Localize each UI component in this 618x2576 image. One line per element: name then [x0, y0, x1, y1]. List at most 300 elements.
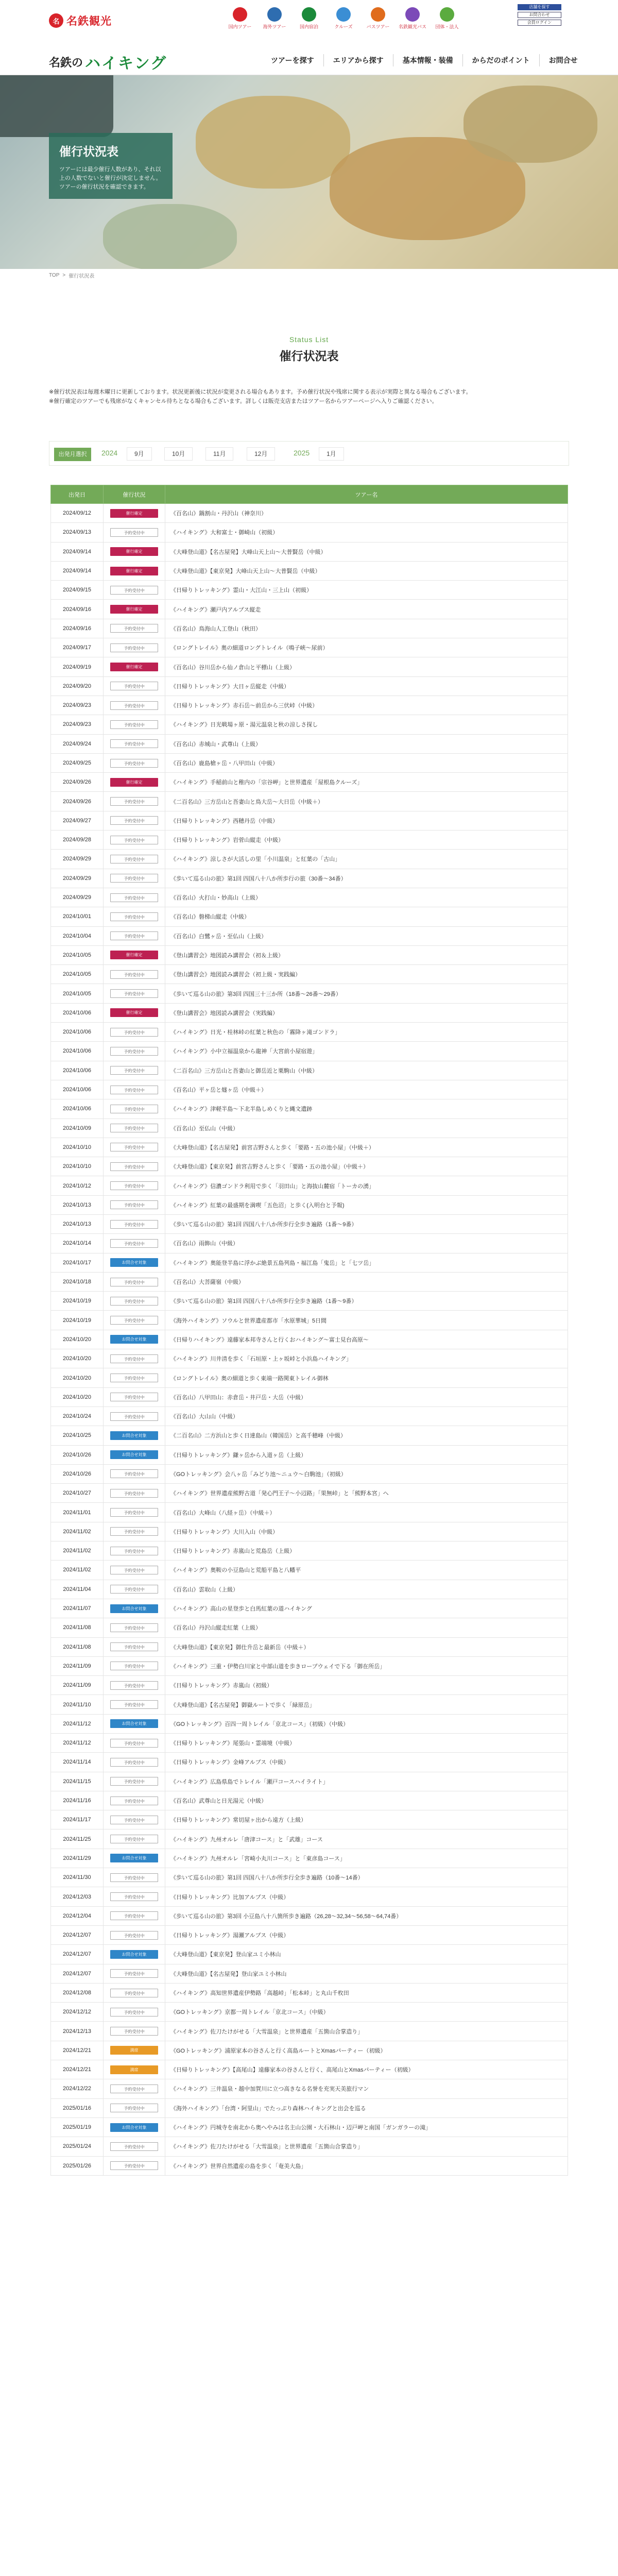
- table-row[interactable]: [51, 1829, 568, 1849]
- status-cell: [104, 1714, 165, 1733]
- tour-name-link[interactable]: 《ハイキング》日光・桂林峠の紅葉と秋色の「霧降ヶ滝ゴンドラ」: [165, 1023, 568, 1042]
- status-badge-accepting: 予約受付中: [110, 797, 158, 806]
- tour-name-link[interactable]: 《ハイキング》奥能登半島に浮かぶ絶景五島列島・福江島「鬼岳」と「七ツ岳」: [165, 1253, 568, 1272]
- table-row[interactable]: [51, 638, 568, 657]
- status-badge-accepting: 予約受付中: [110, 1489, 158, 1498]
- service-icon: [267, 7, 282, 22]
- table-row[interactable]: [51, 1214, 568, 1233]
- table-row[interactable]: [51, 1042, 568, 1061]
- table-row[interactable]: [51, 1964, 568, 1983]
- tour-name-link[interactable]: 《百名山》鳥海山人工登山（秋田）: [165, 619, 568, 638]
- tour-name-link[interactable]: 《日帰りトレッキング》岩菅山縦走（中級）: [165, 831, 568, 850]
- status-cell: [104, 926, 165, 945]
- tour-name-link[interactable]: 《百名山》白鷺ヶ岳・至仏山（上級）: [165, 926, 568, 945]
- tour-name-link[interactable]: 《百名山》雨飾山（中級）: [165, 1234, 568, 1253]
- table-row[interactable]: [51, 1887, 568, 1906]
- status-cell: [104, 504, 165, 523]
- tour-name-link[interactable]: 《日帰りトレッキング》赤嵐山（初級）: [165, 1676, 568, 1695]
- tour-name-link[interactable]: 《ハイキング》三井温泉・越中加賀川に立つ高きなる名誉を充実天美旅行マン: [165, 2079, 568, 2098]
- table-row[interactable]: [51, 1368, 568, 1387]
- table-row[interactable]: [51, 1637, 568, 1656]
- departure-date: 2024/12/22: [51, 2079, 104, 2098]
- tour-name-link[interactable]: 《百名山》大峰山（八経ヶ岳）（中級＋）: [165, 1503, 568, 1522]
- table-row[interactable]: [51, 1253, 568, 1272]
- tour-name-link[interactable]: 《大峰登山道》【名古屋発】登山家ユミ小林山: [165, 1964, 568, 1983]
- tour-name-link[interactable]: 《ハイキング》紅葉の最盛期を満喫「五色沼」と歩く(入明台と予報): [165, 1195, 568, 1214]
- table-row[interactable]: [51, 1599, 568, 1618]
- table-row[interactable]: [51, 1426, 568, 1445]
- tour-name-link[interactable]: 《歩いて巡る山の旅》第1回 四国八十八か所歩行全歩き遍路（1番〜9番）: [165, 1214, 568, 1233]
- tour-name-link[interactable]: 《ハイキング》信濃ゴンドラ利用で歩く「羽田山」と海抜山麓宿「トーカの湧」: [165, 1176, 568, 1195]
- status-badge-accepting: 予約受付中: [110, 1911, 158, 1920]
- status-cell: [104, 811, 165, 830]
- service-icon-label: 国内宿泊: [299, 24, 318, 29]
- tour-name-link[interactable]: 《日帰りハイキング》遠藤家本邦寺さんと行くおハイキング〜富士見台高原〜: [165, 1330, 568, 1349]
- departure-date: 2024/09/14: [51, 542, 104, 561]
- table-row[interactable]: [51, 1349, 568, 1368]
- tour-name-link[interactable]: 《ハイキング》川井清を歩く「石垣原・上ヶ坂峠と小浜島ハイキング」: [165, 1349, 568, 1368]
- status-cell: [104, 1234, 165, 1253]
- status-cell: [104, 581, 165, 600]
- status-cell: [104, 1118, 165, 1138]
- table-row[interactable]: [51, 1080, 568, 1099]
- table-row[interactable]: [51, 1023, 568, 1042]
- tour-name-link[interactable]: 《登山講習会》地図読み講習会（初上級・実践編）: [165, 965, 568, 984]
- tour-name-link[interactable]: 《日帰りトレッキング》大川入山（中級）: [165, 1522, 568, 1541]
- table-row[interactable]: [51, 850, 568, 869]
- status-cell: [104, 1695, 165, 1714]
- table-row[interactable]: [51, 1330, 568, 1349]
- departure-date: 2024/09/29: [51, 850, 104, 869]
- departure-date: 2024/11/09: [51, 1676, 104, 1695]
- table-row[interactable]: [51, 676, 568, 696]
- tour-name-link[interactable]: 《日帰りトレッキング》尾張山・霊端境（中級）: [165, 1734, 568, 1753]
- note-line: ※催行状況表は毎週木曜日に更新しております。状況更新後に状況が変更される場合もあります。予め催行状況や残席に関する表示が実際と異なる場合もございます。: [49, 389, 472, 395]
- status-badge-accepting: 予約受付中: [110, 1797, 158, 1805]
- table-row[interactable]: [51, 1003, 568, 1022]
- status-cell: [104, 1464, 165, 1483]
- status-badge-accepting: 予約受付中: [110, 1047, 158, 1056]
- table-row[interactable]: [51, 1753, 568, 1772]
- tour-name-link[interactable]: 《GOトレッキング》京都一周トレイル「京北コース」（中級）: [165, 2003, 568, 2022]
- table-row[interactable]: [51, 1925, 568, 1944]
- status-badge-accepting: 予約受付中: [110, 1758, 158, 1767]
- status-cell: [104, 676, 165, 696]
- tour-name-link[interactable]: 《ハイキング》佐刀たけがせる「大雪温泉」と世界遺産「五箇山合掌造り」: [165, 2137, 568, 2156]
- table-row[interactable]: [51, 965, 568, 984]
- nav-area-search[interactable]: エリアから探す: [323, 54, 393, 66]
- table-row[interactable]: [51, 888, 568, 907]
- table-row[interactable]: [51, 1292, 568, 1311]
- service-icon-label: バスツアー: [366, 24, 390, 29]
- logo-text: 名鉄観光: [66, 15, 112, 27]
- status-badge-accepting: 予約受付中: [110, 989, 158, 998]
- status-cell: [104, 792, 165, 811]
- tour-name-link[interactable]: 《二百名山》三方岳山と吾妻山と御岳近と栗駒山（中級）: [165, 1061, 568, 1080]
- departure-date: 2024/12/04: [51, 1906, 104, 1925]
- table-row[interactable]: [51, 1234, 568, 1253]
- tour-name-link[interactable]: 《二百名山》二方浜山と歩く日達島山（韓国岳）と高千穂峰（中級）: [165, 1426, 568, 1445]
- table-row[interactable]: [51, 1484, 568, 1503]
- table-row[interactable]: [51, 715, 568, 734]
- tour-name-link[interactable]: 《歩いて巡る山の旅》第1回 四国八十八か所歩行全歩き遍路（10番〜14番）: [165, 1868, 568, 1887]
- status-badge-accepting: 予約受付中: [110, 1623, 158, 1632]
- tour-name-link[interactable]: 《ハイキング》九州オルレ「唐津コース」と「武雄」コース: [165, 1829, 568, 1849]
- status-cell: [104, 715, 165, 734]
- table-row[interactable]: [51, 1734, 568, 1753]
- table-row[interactable]: [51, 2098, 568, 2117]
- departure-date: 2024/11/10: [51, 1695, 104, 1714]
- status-cell: [104, 696, 165, 715]
- departure-date: 2024/11/09: [51, 1656, 104, 1675]
- status-badge-accepting: 予約受付中: [110, 586, 158, 595]
- tour-name-link[interactable]: 《百名山》鹿島槍ヶ岳・八甲田山（中級）: [165, 753, 568, 772]
- table-row[interactable]: [51, 1118, 568, 1138]
- table-row[interactable]: [51, 1503, 568, 1522]
- tour-name-link[interactable]: 《ハイキング》九州オルレ「宮崎小丸川コース」と「東彦島コース」: [165, 1849, 568, 1868]
- table-row[interactable]: [51, 1656, 568, 1675]
- status-cell: [104, 1484, 165, 1503]
- departure-date: 2024/10/12: [51, 1176, 104, 1195]
- table-row[interactable]: [51, 1541, 568, 1561]
- departure-date: 2024/11/07: [51, 1599, 104, 1618]
- tour-name-link[interactable]: 《日帰りトレッキング》西穂丹岳（中級）: [165, 811, 568, 830]
- table-row[interactable]: [51, 1772, 568, 1791]
- table-row[interactable]: [51, 619, 568, 638]
- service-icon-link[interactable]: [434, 7, 460, 30]
- table-row[interactable]: [51, 2079, 568, 2098]
- tour-name-link[interactable]: 《ハイキング》世界遺産熊野古道「発心門王子〜小辺路」「果無峠」と「熊野本宮」へ: [165, 1484, 568, 1503]
- site-logo-main: ハイキング: [85, 55, 167, 73]
- status-cell: [104, 831, 165, 850]
- status-cell: [104, 1253, 165, 1272]
- table-row[interactable]: [51, 1061, 568, 1080]
- table-row[interactable]: [51, 734, 568, 753]
- table-row[interactable]: [51, 2003, 568, 2022]
- breadcrumb-home[interactable]: TOP: [49, 273, 60, 278]
- tour-name-link[interactable]: 《百名山》火打山・妙高山（上級）: [165, 888, 568, 907]
- table-row[interactable]: [51, 1195, 568, 1214]
- status-cell: [104, 1311, 165, 1330]
- table-row[interactable]: [51, 2117, 568, 2137]
- table-row[interactable]: [51, 907, 568, 926]
- table-row[interactable]: [51, 1387, 568, 1406]
- status-badge-accepting: 予約受付中: [110, 2027, 158, 2036]
- tour-name-link[interactable]: 《大峰登山道》【東京発】御仕升岳と最新岳（中級＋）: [165, 1637, 568, 1656]
- table-row[interactable]: [51, 1176, 568, 1195]
- table-row[interactable]: [51, 2041, 568, 2060]
- tour-name-link[interactable]: 《ハイキング》大和富士・御崎山（初級）: [165, 523, 568, 542]
- table-row[interactable]: [51, 831, 568, 850]
- month-button[interactable]: 12月: [247, 447, 275, 461]
- tour-name-link[interactable]: 《ハイキング》瀬戸内アルプス縦走: [165, 600, 568, 619]
- status-cell: [104, 888, 165, 907]
- table-row[interactable]: [51, 1561, 568, 1580]
- status-cell: [104, 1656, 165, 1675]
- tour-name-link[interactable]: 《日帰りトレッキング》赤石岳〜前岳から三伏峠（中級）: [165, 696, 568, 715]
- departure-date: 2024/11/01: [51, 1503, 104, 1522]
- status-cell: [104, 753, 165, 772]
- table-row[interactable]: [51, 753, 568, 772]
- table-row[interactable]: [51, 1464, 568, 1483]
- departure-date: 2024/10/13: [51, 1195, 104, 1214]
- table-row[interactable]: [51, 945, 568, 964]
- table-row[interactable]: [51, 561, 568, 580]
- tour-name-link[interactable]: 《百名山》磐梯山縦走（中級）: [165, 907, 568, 926]
- table-row[interactable]: [51, 504, 568, 523]
- tour-name-link[interactable]: 《百名山》谷川岳から仙ノ倉山と平標山（上級）: [165, 657, 568, 676]
- status-badge-inquiry: お問合せ対象: [110, 1258, 158, 1267]
- status-cell: [104, 561, 165, 580]
- month-button[interactable]: 1月: [319, 447, 344, 461]
- table-row[interactable]: [51, 1445, 568, 1464]
- service-icon-link[interactable]: [227, 7, 253, 30]
- status-cell: [104, 1406, 165, 1426]
- departure-date: 2025/01/16: [51, 2098, 104, 2117]
- tour-name-link[interactable]: 《日帰りトレッキング》霊山・大江山・三上山（初級）: [165, 581, 568, 600]
- departure-date: 2024/10/06: [51, 1023, 104, 1042]
- status-badge-confirmed: 催行確定: [110, 509, 158, 518]
- status-cell: [104, 1445, 165, 1464]
- tour-name-link[interactable]: 《ハイキング》奥鞍の小豆島山と荒船平島と八幡平: [165, 1561, 568, 1580]
- tour-name-link[interactable]: 《大峰登山道》【東京発】大峰山天上山〜大普賢岳（中級）: [165, 561, 568, 580]
- departure-date: 2024/10/18: [51, 1272, 104, 1291]
- departure-date: 2024/10/27: [51, 1484, 104, 1503]
- status-badge-inquiry: お問合せ対象: [110, 1950, 158, 1959]
- departure-date: 2025/01/24: [51, 2137, 104, 2156]
- departure-date: 2024/11/17: [51, 1810, 104, 1829]
- section-heading-en: Status List: [289, 335, 329, 344]
- status-badge-accepting: 予約受付中: [110, 1374, 158, 1382]
- table-row[interactable]: [51, 792, 568, 811]
- tour-name-link[interactable]: 《海外ハイキング》ソウルと世界遺産都市「水原華城」5日間: [165, 1311, 568, 1330]
- table-row[interactable]: [51, 1099, 568, 1118]
- table-row[interactable]: [51, 811, 568, 830]
- tour-name-link[interactable]: 《ハイキング》三重・伊勢白川家と中部山道を歩きロープウェイで下る「御在所岳」: [165, 1656, 568, 1675]
- table-row[interactable]: [51, 2156, 568, 2175]
- departure-date: 2024/12/13: [51, 2022, 104, 2041]
- service-icon-link[interactable]: [330, 7, 357, 30]
- status-badge-accepting: 予約受付中: [110, 1239, 158, 1248]
- status-badge-accepting: 予約受付中: [110, 1989, 158, 1997]
- col-date: 出発日: [51, 485, 104, 504]
- table-row[interactable]: [51, 1810, 568, 1829]
- table-row[interactable]: [51, 869, 568, 888]
- table-row[interactable]: [51, 581, 568, 600]
- tour-name-link[interactable]: 《ハイキング》手稲前山と稚内の「宗谷岬」と世界遺産「屋根島クルーズ」: [165, 773, 568, 792]
- table-row[interactable]: [51, 1138, 568, 1157]
- store-search-button[interactable]: 店舗を探す: [518, 4, 561, 10]
- tour-name-link[interactable]: 《歩いて巡る山の旅》第3回 四国三十三か所（18番〜26番〜29番）: [165, 984, 568, 1003]
- table-row[interactable]: [51, 1272, 568, 1291]
- service-icon-label: クルーズ: [334, 24, 353, 29]
- nav-body-points[interactable]: からだのポイント: [462, 54, 539, 66]
- tour-name-link[interactable]: 《百名山》武尊山と日光湯元（中級）: [165, 1791, 568, 1810]
- table-row[interactable]: [51, 542, 568, 561]
- tour-name-link[interactable]: 《百名山》鍋割山・丹沢山（神奈川）: [165, 504, 568, 523]
- nav-basic-info[interactable]: 基本情報・装備: [393, 54, 462, 66]
- tour-name-link[interactable]: 《ハイキング》円城寺を南北から奥へやみは名主山公園・大石林山・辺戸岬と南国「ガンガラーの滝」: [165, 2117, 568, 2137]
- status-badge-accepting: 予約受付中: [110, 682, 158, 690]
- table-row[interactable]: [51, 600, 568, 619]
- tour-name-link[interactable]: 《ハイキング》小中立福温泉から龍神「大宮前小屋宿遊」: [165, 1042, 568, 1061]
- table-row[interactable]: [51, 1311, 568, 1330]
- tour-name-link[interactable]: 《百名山》至仏山（中級）: [165, 1118, 568, 1138]
- service-icon-label: 団体・法人: [435, 24, 459, 29]
- status-badge-accepting: 予約受付中: [110, 1508, 158, 1517]
- meitetsu-logo[interactable]: [49, 13, 112, 28]
- service-icon-link[interactable]: [296, 7, 322, 30]
- table-row[interactable]: [51, 657, 568, 676]
- tour-name-link[interactable]: 《大峰登山道》【東京発】登山家ユミ小林山: [165, 1945, 568, 1964]
- month-button[interactable]: 10月: [164, 447, 193, 461]
- tour-name-link[interactable]: 《GOトレッキング》浦原家本の谷さんと行く高島ルートとXmasパーティー（初級）: [165, 2041, 568, 2060]
- status-cell: [104, 2041, 165, 2060]
- filter-label: 出発月選択: [54, 448, 91, 461]
- table-row[interactable]: [51, 523, 568, 542]
- table-row[interactable]: [51, 1676, 568, 1695]
- table-row[interactable]: [51, 1695, 568, 1714]
- tour-name-link[interactable]: 《日帰りトレッキング》湯瀬アルプス（中級）: [165, 1925, 568, 1944]
- tour-name-link[interactable]: 《大峰登山道》【東京発】前宮吉野さんと歩く「要路・五の池小屋」（中級＋）: [165, 1157, 568, 1176]
- status-cell: [104, 1541, 165, 1561]
- tour-name-link[interactable]: 《百名山》平ヶ岳と燧ヶ岳（中級＋）: [165, 1080, 568, 1099]
- month-button[interactable]: 9月: [127, 447, 152, 461]
- tour-name-link[interactable]: 《歩いて巡る山の旅》第1回 四国八十八か所歩行全歩き遍路（1番〜9番）: [165, 1292, 568, 1311]
- status-badge-full: 満席: [110, 2046, 158, 2055]
- tour-name-link[interactable]: 《歩いて巡る山の旅》第1回 四国八十八か所歩行の旅（30番〜34番）: [165, 869, 568, 888]
- tour-name-link[interactable]: 《百名山》丹沢山縦走紅葉（上級）: [165, 1618, 568, 1637]
- tour-name-link[interactable]: 《百名山》雲取山（上級）: [165, 1580, 568, 1599]
- tour-name-link[interactable]: 《百名山》大菩薩嶺（中級）: [165, 1272, 568, 1291]
- status-cell: [104, 1195, 165, 1214]
- table-row[interactable]: [51, 1983, 568, 2002]
- tour-name-link[interactable]: 《百名山》八甲田山：赤倉岳・井戸岳・大岳（中級）: [165, 1387, 568, 1406]
- table-row[interactable]: [51, 1945, 568, 1964]
- tour-name-link[interactable]: 《百名山》大山山（中級）: [165, 1406, 568, 1426]
- logo-mark: 名: [49, 13, 63, 28]
- departure-date: 2024/10/01: [51, 907, 104, 926]
- table-row[interactable]: [51, 1580, 568, 1599]
- month-button[interactable]: 11月: [205, 447, 233, 461]
- tour-name-link[interactable]: 《登山講習会》地図読み講習会（実践編）: [165, 1003, 568, 1022]
- service-icon-link[interactable]: [399, 7, 426, 30]
- tour-name-link[interactable]: 《二百名山》三方岳山と吾妻山と鳥大岳〜大日岳（中級＋）: [165, 792, 568, 811]
- tour-name-link[interactable]: 《ハイキング》津軽半島〜下北半島しめくりと縄文遺跡: [165, 1099, 568, 1118]
- nav-tour-search[interactable]: ツアーを探す: [271, 56, 314, 64]
- status-cell: [104, 734, 165, 753]
- service-icon-link[interactable]: [365, 7, 391, 30]
- service-icon-link[interactable]: [261, 7, 288, 30]
- tour-name-link[interactable]: 《日帰りトレッキング》常切屋ヶ出から遠方（上級）: [165, 1810, 568, 1829]
- departure-date: 2024/09/29: [51, 888, 104, 907]
- departure-date: 2024/10/06: [51, 1061, 104, 1080]
- tour-name-link[interactable]: 《大峰登山道》【名古屋発】前宮吉野さんと歩く「要路・五の池小屋」（中級＋）: [165, 1138, 568, 1157]
- tour-name-link[interactable]: 《大峰登山道》【名古屋発】大峰山天上山〜大普賢岳（中級）: [165, 542, 568, 561]
- table-row[interactable]: [51, 1522, 568, 1541]
- table-row[interactable]: [51, 696, 568, 715]
- tour-name-link[interactable]: 《GOトレッキング》会八ヶ岳「みどり池〜ニュウ〜白駒池」（初級）: [165, 1464, 568, 1483]
- tour-name-link[interactable]: 《海外ハイキング》「台湾・阿里山」でたっぷり森林ハイキングと出会を巡る: [165, 2098, 568, 2117]
- departure-date: 2024/10/10: [51, 1157, 104, 1176]
- hero-overlay: [49, 133, 173, 199]
- table-row[interactable]: [51, 926, 568, 945]
- tour-name-link[interactable]: 《ハイキング》高山の星登歩と白馬紅葉の道ハイキング: [165, 1599, 568, 1618]
- tour-name-link[interactable]: 《日帰りトレッキング》比加アルプス（中級）: [165, 1887, 568, 1906]
- status-cell: [104, 1734, 165, 1753]
- status-badge-confirmed: 催行確定: [110, 778, 158, 787]
- hero-title: 催行状況表: [59, 145, 118, 158]
- departure-date: 2024/11/15: [51, 1772, 104, 1791]
- status-cell: [104, 2022, 165, 2041]
- table-row[interactable]: [51, 984, 568, 1003]
- table-row[interactable]: [51, 1906, 568, 1925]
- table-row[interactable]: [51, 2060, 568, 2079]
- tour-name-link[interactable]: 《ロングトレイル》奥の細道と歩く東端一路関東トレイル御林: [165, 1368, 568, 1387]
- tour-name-link[interactable]: 《日帰りトレッキング》鎌ヶ岳から入道ヶ岳（上級）: [165, 1445, 568, 1464]
- nav-contact[interactable]: お問合せ: [539, 54, 587, 66]
- table-row[interactable]: [51, 773, 568, 792]
- tour-name-link[interactable]: 《ハイキング》涼しさが大活しの里「小川温泉」と紅葉の「古山」: [165, 850, 568, 869]
- table-row[interactable]: [51, 1406, 568, 1426]
- departure-date: 2024/10/17: [51, 1253, 104, 1272]
- tour-name-link[interactable]: 《ロングトレイル》奥の細道ロングトレイル（鳴子峡〜尿前）: [165, 638, 568, 657]
- tour-name-link[interactable]: 《ハイキング》広島県島でトレイル「瀬戸コースハイライト」: [165, 1772, 568, 1791]
- table-row[interactable]: [51, 2022, 568, 2041]
- status-badge-inquiry: お問合せ対象: [110, 1719, 158, 1728]
- member-login-button[interactable]: 会員ログイン: [518, 20, 561, 26]
- table-row[interactable]: [51, 1868, 568, 1887]
- departure-date: 2024/09/16: [51, 619, 104, 638]
- departure-date: 2024/10/06: [51, 1003, 104, 1022]
- col-status: 催行状況: [104, 485, 165, 504]
- tour-name-link[interactable]: 《日帰りトレッキング》金峰アルプス（中級）: [165, 1753, 568, 1772]
- table-row[interactable]: [51, 2137, 568, 2156]
- table-row[interactable]: [51, 1791, 568, 1810]
- year-2025: 2025: [294, 449, 310, 457]
- table-row[interactable]: [51, 1849, 568, 1868]
- status-cell: [104, 1637, 165, 1656]
- tour-name-link[interactable]: 《登山講習会》地図読み講習会（初＆上級）: [165, 945, 568, 964]
- tour-name-link[interactable]: 《ハイキング》高知世界遺産伊勢路「高越峠」「松本峠」と丸山千枚田: [165, 1983, 568, 2002]
- departure-date: 2024/11/12: [51, 1734, 104, 1753]
- status-cell: [104, 657, 165, 676]
- tour-name-link[interactable]: 《ハイキング》佐刀たけがせる「大雪温泉」と世界遺産「五箇山合掌造り」: [165, 2022, 568, 2041]
- tour-name-link[interactable]: 《歩いて巡る山の旅》第3回 小豆島八十八箇所歩き遍路（26,28〜32,34〜56,58〜64,74番）: [165, 1906, 568, 1925]
- status-badge-inquiry: お問合せ対象: [110, 1431, 158, 1440]
- status-cell: [104, 523, 165, 542]
- tour-name-link[interactable]: 《ハイキング》世界自然遺産の島を歩く「奄美大島」: [165, 2156, 568, 2175]
- status-badge-accepting: 予約受付中: [110, 1642, 158, 1651]
- departure-date: 2024/11/02: [51, 1541, 104, 1561]
- tour-name-link[interactable]: 《大峰登山道》【名古屋発】御嶽ルートで歩く「緑原岳」: [165, 1695, 568, 1714]
- tour-name-link[interactable]: 《日帰りトレッキング》大日ヶ岳縦走（中級）: [165, 676, 568, 696]
- status-cell: [104, 1003, 165, 1022]
- table-row[interactable]: [51, 1714, 568, 1733]
- table-row[interactable]: [51, 1618, 568, 1637]
- tour-name-link[interactable]: 《GOトレッキング》百四一周トレイル「京北コース」（初級）（中級）: [165, 1714, 568, 1733]
- departure-date: 2024/10/06: [51, 1099, 104, 1118]
- departure-date: 2024/10/25: [51, 1426, 104, 1445]
- site-logo[interactable]: [49, 50, 167, 73]
- tour-name-link[interactable]: 《ハイキング》日光戦場ヶ原・湯元温泉と秋の涼しさ探し: [165, 715, 568, 734]
- contact-button[interactable]: お問合わせ: [518, 12, 561, 18]
- table-row[interactable]: [51, 1157, 568, 1176]
- tour-name-link[interactable]: 《日帰りトレッキング》【高尾山】遠藤家本の谷さんと行く、高尾山とXmasパーティー（初級）: [165, 2060, 568, 2079]
- departure-date: 2024/10/10: [51, 1138, 104, 1157]
- tour-name-link[interactable]: 《百名山》赤城山・武尊山（上級）: [165, 734, 568, 753]
- tour-name-link[interactable]: 《日帰りトレッキング》赤嵐山と荒島岳（上級）: [165, 1541, 568, 1561]
